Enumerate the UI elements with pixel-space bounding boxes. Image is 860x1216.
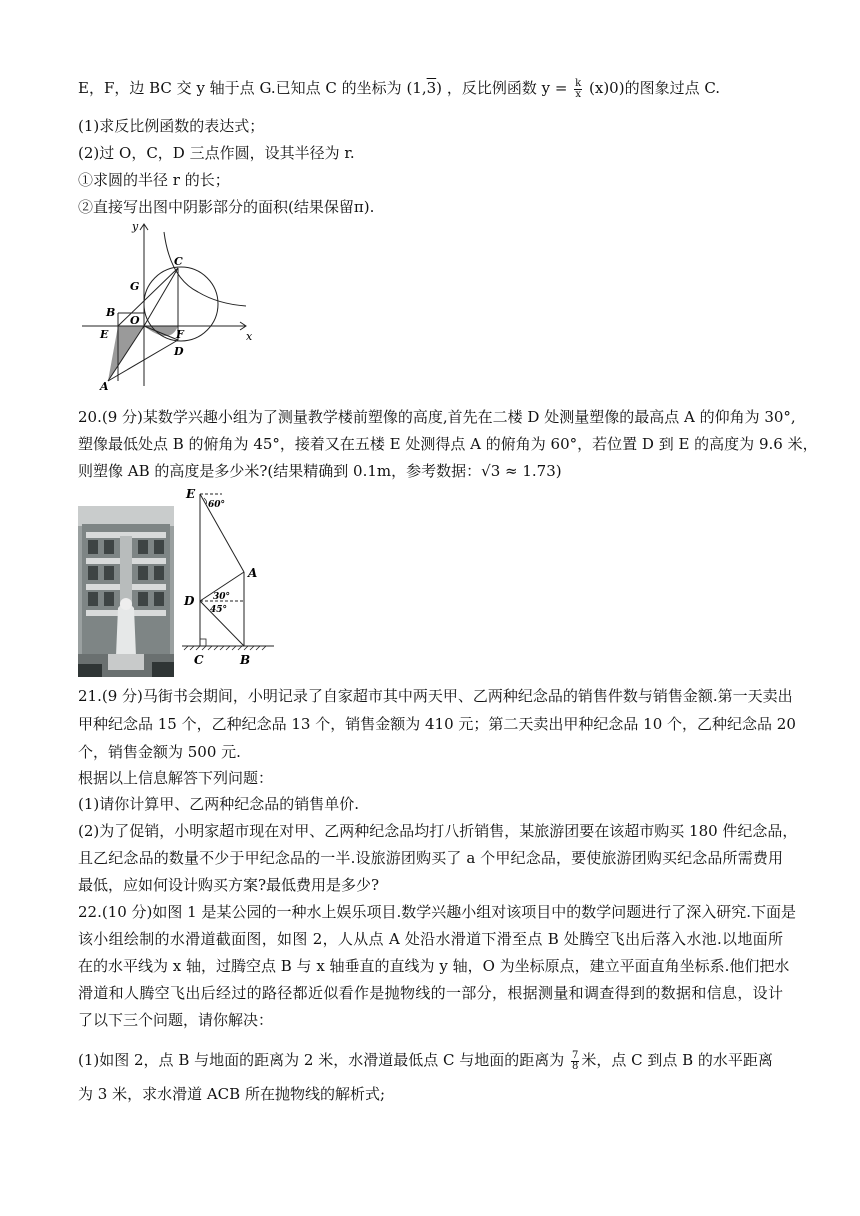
shaded-region-right (144, 326, 178, 336)
label-d: D (184, 594, 195, 608)
label-g: G (130, 280, 140, 293)
label-c: C (174, 255, 183, 268)
q20-line3 (78, 461, 562, 481)
q21-part2-line2: 且乙纪念品的数量不少于甲纪念品的一半.设旅游团购买了 a 个甲纪念品，要使旅游团购买纪念品所需费用 (78, 849, 783, 867)
label-angle-30: 30° (213, 592, 231, 602)
q19-part1: (1)求反比例函数的表达式； (78, 117, 265, 135)
q21-line4: 根据以上信息解答下列问题： (78, 769, 274, 787)
q19-text-a: E，F，边 BC 交 y 轴于点 G.已知点 C 的坐标为 (78, 79, 407, 97)
q22-line4: 滑道和人腾空飞出后经过的路径都近似看作是抛物线的一部分，根据测量和调查得到的数据和信息，设计 (78, 984, 783, 1002)
q22-line1: 22.(10 分)如图 1 是某公园的一种水上娱乐项目.数学兴趣小组对该项目中的数学问题进行了深入研究.下面是 (78, 903, 797, 921)
label-angle-60: 60° (208, 500, 226, 510)
q20-line3-text: 则塑像 AB 的高度是多少米?(结果精确到 0.1m，参考数据： (78, 462, 482, 480)
q22-line3: 在的水平线为 x 轴，过腾空点 B 与 x 轴垂直的直线为 y 轴，O 为坐标原点，建立平面直角坐标系.他们把水 (78, 957, 790, 975)
label-o: O (130, 314, 140, 327)
fraction-7-over-8: $\frac{7}{8}$ (571, 1049, 579, 1072)
q19-text-b: ，反比例函数 y = (446, 79, 573, 97)
label-a: A (248, 566, 258, 580)
q21-part1: (1)请你计算甲、乙两种纪念品的销售单价. (78, 795, 360, 813)
q19-line1 (78, 78, 720, 100)
label-b: B (240, 653, 251, 667)
q22-part1-text-b: 米，点 C 到点 B 的水平距离 (581, 1051, 773, 1069)
q19-part2: (2)过 O，C，D 三点作圆，设其半径为 r. (78, 144, 355, 162)
q21-line3: 个，销售金额为 500 元. (78, 743, 241, 761)
q19-part2-2: ②直接写出图中阴影部分的面积(结果保留π). (78, 198, 375, 216)
statue-photo (78, 506, 174, 677)
label-e: E (100, 328, 109, 341)
q19-part2-1: ①求圆的半径 r 的长； (78, 171, 230, 189)
q21-line1: 21.(9 分)马街书会期间，小明记录了自家超市其中两天甲、乙两种纪念品的销售件数与销售金额.第一天卖出 (78, 687, 793, 705)
fraction-k-over-x: $\frac{k}{x}$ (575, 77, 582, 100)
label-a: A (100, 380, 109, 393)
sqrt-3: 3 (426, 79, 437, 97)
q22-part1-text-a: (1)如图 2，点 B 与地面的距离为 2 米，水滑道最低点 C 与地面的距离为 (78, 1051, 569, 1069)
label-f: F (176, 328, 184, 341)
label-c: C (194, 653, 204, 667)
q22-part1-line2: 为 3 米，求水滑道 ACB 所在抛物线的解析式; (78, 1085, 386, 1103)
label-angle-45: 45° (210, 605, 228, 615)
label-d: D (174, 345, 184, 358)
q21-part2-line3: 最低，应如何设计购买方案?最低费用是多少? (78, 876, 380, 894)
q22-part1-line1 (78, 1050, 773, 1072)
label-b: B (106, 306, 116, 319)
label-e: E (186, 487, 196, 501)
q20-line2: 塑像最低处点 B 的俯角为 45°，接着又在五楼 E 处测得点 A 的俯角为 60°，若位置 D 到 E 的高度为 9.6 米， (78, 435, 818, 453)
point-c-coordinate: (1,3) (406, 79, 443, 97)
q21-line2: 甲种纪念品 15 个，乙种纪念品 13 个，销售金额为 410 元；第二天卖出甲种纪念品 10 个，乙种纪念品 20 (78, 715, 796, 733)
q20-figure (178, 484, 288, 674)
q20-line1: 20.(9 分)某数学兴趣小组为了测量教学楼前塑像的高度,首先在二楼 D 处测量塑像的最高点 A 的仰角为 30°, (78, 408, 796, 426)
q20-reference-data: √3 ≈ 1.73) (481, 462, 562, 480)
q22-line5: 了以下三个问题，请你解决： (78, 1011, 274, 1029)
q22-line2: 该小组绘制的水滑道截面图，如图 2，人从点 A 处沿水滑道下滑至点 B 处腾空飞出后落入水池.以地面所 (78, 930, 783, 948)
label-x: x (246, 330, 253, 343)
q19-text-c: (x)0)的图象过点 C. (589, 79, 721, 97)
label-y: y (132, 220, 139, 233)
q19-figure (78, 218, 258, 393)
q21-part2-line1: (2)为了促销，小明家超市现在对甲、乙两种纪念品均打八折销售，某旅游团要在该超市购买 180 件纪念品， (78, 822, 798, 840)
